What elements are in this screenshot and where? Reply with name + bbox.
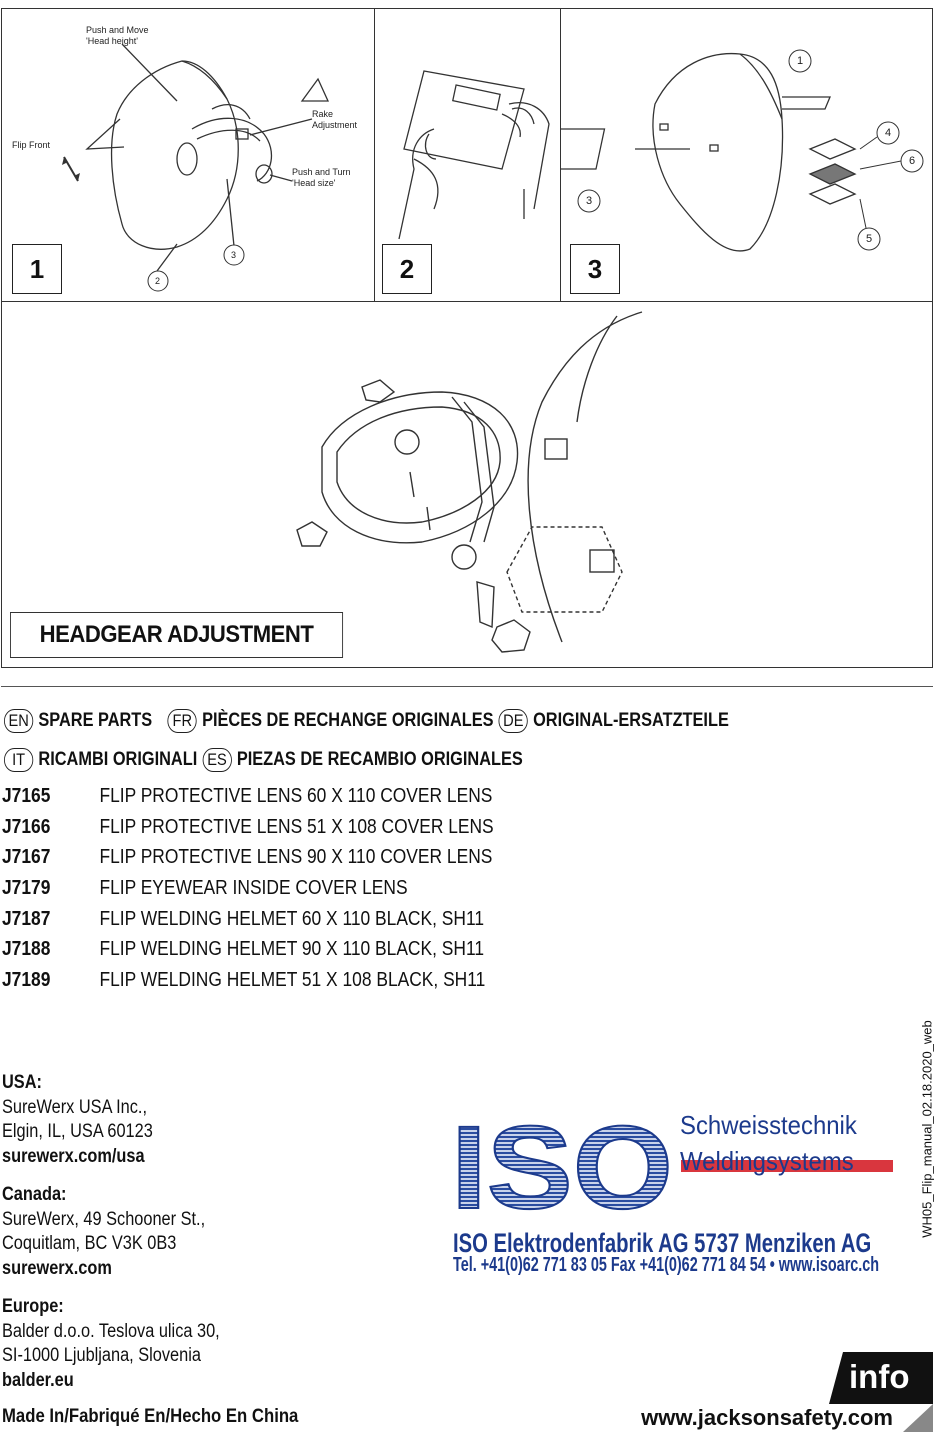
callout-rake: Rake	[312, 109, 334, 119]
panel-1	[2, 9, 375, 302]
panel-2	[374, 9, 561, 302]
part-code: J7188	[2, 938, 51, 961]
document-code-text: WH05_Flip_manual_02.18.2020_web	[919, 1020, 935, 1238]
address-website-link[interactable]: balder.eu	[2, 1369, 74, 1391]
made-in-label: Made In/Fabriqué En/Hecho En China	[2, 1406, 299, 1427]
part-code: J7167	[2, 846, 51, 869]
lang-badge-it: IT	[4, 748, 33, 772]
iso-company-name: ISO Elektrodenfabrik AG 5737 Menziken AG	[453, 1228, 872, 1258]
list-item	[2, 812, 494, 843]
corner-triangle-icon	[903, 1404, 933, 1432]
part-description: FLIP PROTECTIVE LENS 51 X 108 COVER LENS	[99, 815, 494, 838]
part-description: FLIP WELDING HELMET 90 X 110 BLACK, SH11	[99, 938, 485, 961]
part-code: J7165	[2, 784, 51, 807]
part-code: J7187	[2, 907, 51, 930]
address-usa	[2, 1071, 153, 1169]
spare-parts-header-line-1	[4, 709, 744, 733]
callout-number-5: 5	[866, 233, 873, 245]
list-item	[2, 781, 494, 812]
part-code: J7189	[2, 968, 51, 991]
part-description: FLIP WELDING HELMET 60 X 110 BLACK, SH11	[99, 907, 485, 930]
address-label: Canada:	[2, 1184, 67, 1205]
list-item	[2, 965, 494, 996]
panel-4	[2, 302, 933, 668]
list-item	[2, 873, 494, 904]
list-item	[2, 904, 494, 935]
part-description: FLIP WELDING HELMET 51 X 108 BLACK, SH11	[99, 968, 486, 991]
callout-number-6: 6	[909, 155, 916, 167]
callout-number-2: 2	[155, 276, 161, 286]
illustration-panels	[1, 8, 933, 668]
address-line: SureWerx USA Inc.,	[2, 1096, 148, 1118]
callout-number-1: 1	[797, 55, 804, 67]
part-description: FLIP PROTECTIVE LENS 90 X 110 COVER LENS	[99, 846, 493, 869]
spare-parts-header-line-2	[4, 748, 538, 772]
iso-wordmark: ISO	[451, 1108, 673, 1234]
headgear-title: HEADGEAR ADJUSTMENT	[10, 612, 343, 658]
step-number-3: 3	[570, 244, 620, 294]
address-website-link[interactable]: surewerx.com	[2, 1257, 112, 1279]
lang-badge-fr: FR	[168, 709, 197, 733]
iso-tagline-1: Schweisstechnik	[680, 1110, 857, 1140]
spare-parts-title-it: RICAMBI ORIGINALI	[38, 749, 198, 770]
callout-push-move: Push and Move	[86, 25, 149, 35]
panel-3	[560, 9, 933, 302]
spare-parts-title-fr: PIÈCES DE RECHANGE ORIGINALES	[202, 710, 494, 731]
spare-parts-title-en: SPARE PARTS	[38, 710, 153, 731]
part-code: J7179	[2, 876, 51, 899]
callout-head-size: 'Head size'	[292, 178, 336, 188]
info-badge-label: info	[849, 1358, 910, 1395]
spare-parts-list	[2, 781, 567, 996]
step-number-1: 1	[12, 244, 62, 294]
address-label: USA:	[2, 1072, 42, 1093]
address-line: Coquitlam, BC V3K 0B3	[2, 1233, 177, 1254]
address-line: SI-1000 Ljubljana, Slovenia	[2, 1345, 201, 1366]
iso-tagline-2: Weldingsystems	[680, 1146, 854, 1176]
part-code: J7166	[2, 815, 51, 838]
callout-number-4: 4	[885, 127, 892, 139]
part-description: FLIP EYEWEAR INSIDE COVER LENS	[99, 876, 408, 899]
address-europe	[2, 1295, 220, 1393]
callout-push-turn: Push and Turn	[292, 167, 351, 177]
address-canada	[2, 1183, 205, 1281]
address-label: Europe:	[2, 1296, 64, 1317]
list-item	[2, 934, 494, 965]
lang-badge-de: DE	[499, 709, 528, 733]
document-code	[918, 1005, 936, 1253]
iso-contact-line: Tel. +41(0)62 771 83 05 Fax +41(0)62 771 84 54 • www.isoarc.ch	[453, 1254, 880, 1276]
callout-head-height: 'Head height'	[86, 36, 138, 46]
lang-badge-es: ES	[202, 748, 231, 772]
address-line: SureWerx, 49 Schooner St.,	[2, 1208, 206, 1230]
spare-parts-title-es: PIEZAS DE RECAMBIO ORIGINALES	[236, 749, 523, 770]
callout-adjustment: Adjustment	[312, 120, 358, 130]
part-description: FLIP PROTECTIVE LENS 60 X 110 COVER LENS	[99, 784, 493, 807]
spare-parts-title-de: ORIGINAL-ERSATZTEILE	[533, 710, 729, 731]
address-line: Elgin, IL, USA 60123	[2, 1121, 153, 1142]
address-line: Balder d.o.o. Teslova ulica 30,	[2, 1320, 220, 1342]
step-number-2: 2	[382, 244, 432, 294]
callout-flip-front: Flip Front	[12, 140, 51, 150]
divider-rule	[1, 686, 933, 687]
callout-number-3: 3	[231, 250, 237, 260]
info-badge	[829, 1352, 933, 1404]
website-link[interactable]: www.jacksonsafety.com	[641, 1405, 893, 1430]
list-item	[2, 842, 494, 873]
lang-badge-en: EN	[4, 709, 33, 733]
callout-number-3: 3	[586, 195, 593, 207]
address-website-link[interactable]: surewerx.com/usa	[2, 1145, 145, 1167]
